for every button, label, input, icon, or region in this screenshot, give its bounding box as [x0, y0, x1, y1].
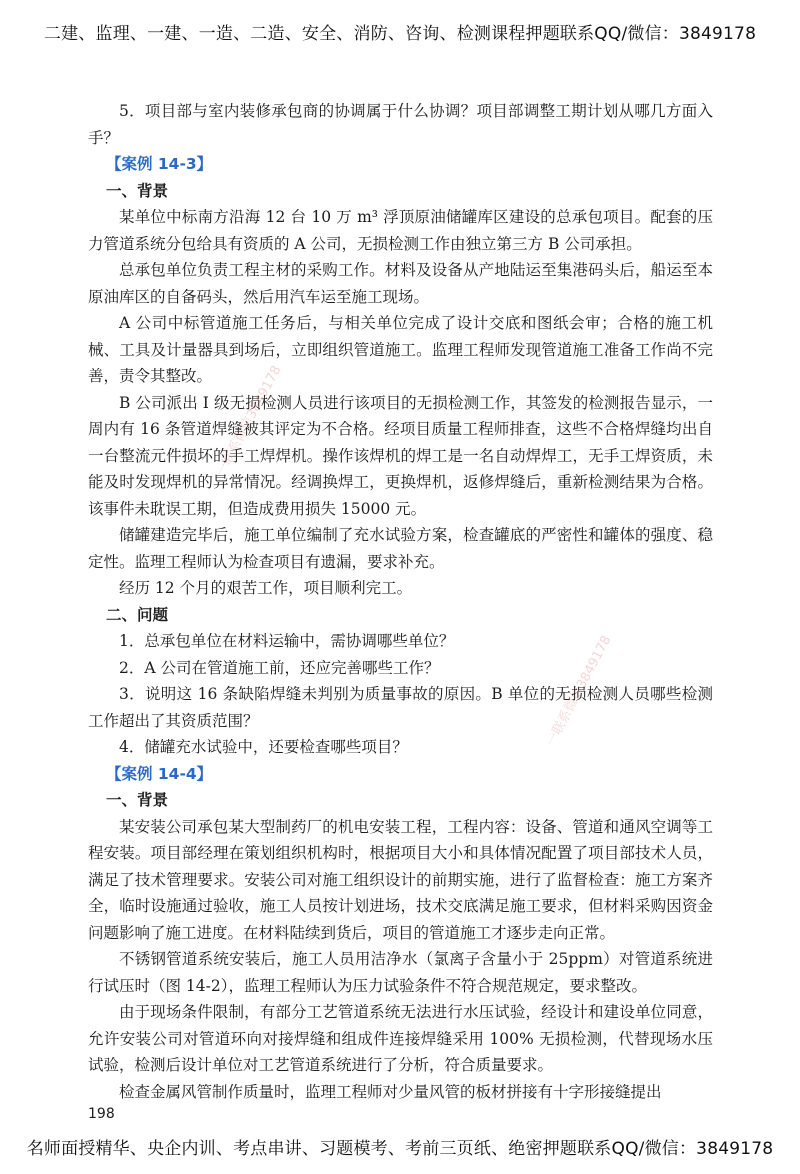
case-14-3-question: 1．总承包单位在材料运输中，需协调哪些单位？	[119, 632, 455, 650]
case-14-4-paragraph: 由于现场条件限制，有部分工艺管道系统无法进行水压试验，经设计和建设单位同意，允许安装公司对管道环向对接焊缝和组成件连接焊缝采用 100% 无损检测，代替现场水压试验，检测后设计单位对工艺管道系统进行了分析，符合质量要求。	[88, 1003, 713, 1074]
prev-question: 5．项目部与室内装修承包商的协调属于什么协调？项目部调整工期计划从哪几方面入手？	[88, 102, 713, 147]
case-14-3-title: 【案例 14-3】	[106, 155, 213, 173]
case-14-3-paragraph: 总承包单位负责工程主材的采购工作。材料及设备从产地陆运至集港码头后，船运至本原油库区的自备码头，然后用汽车运至施工现场。	[88, 261, 713, 306]
case-14-3-question: 2．A 公司在管道施工前，还应完善哪些工作？	[119, 658, 440, 677]
case-14-3-question: 4．储罐充水试验中，还要检查哪些项目？	[119, 738, 408, 756]
header-banner: 二建、监理、一建、一造、二造、安全、消防、咨询、检测课程押题联系QQ/微信：3849178	[43, 24, 757, 44]
case-14-3-paragraph: B 公司派出 Ⅰ 级无损检测人员进行该项目的无损检测工作，其签发的检测报告显示，一周内有 16 条管道焊缝被其评定为不合格。经项目质量工程师排查，这些不合格焊缝均出自一台整流元件损坏的手工焊焊机。操作该焊机的焊工是一名自动焊焊工，无手工焊资质，未能及时发现焊机的异常情况。经调换焊工，更换焊机，返修焊缝后，重新检测结果为合格。该事件未耽误工期，但造成费用损失 15000 元。	[88, 393, 713, 518]
case-14-4-paragraph: 不锈钢管道系统安装后，施工人员用洁净水（氯离子含量小于 25ppm）对管道系统进行试压时（图 14-2），监理工程师认为压力试验条件不符合规范规定，要求整改。	[88, 950, 713, 995]
page-content	[88, 98, 713, 1105]
watermark-text: 一联系微信3849178	[213, 363, 285, 479]
case-14-4-paragraph: 某安装公司承包某大型制药厂的机电安装工程，工程内容：设备、管道和通风空调等工程安装。项目部经理在策划组织机构时，根据项目大小和具体情况配置了项目部技术人员，满足了技术管理要求。安装公司对施工组织设计的前期实施，进行了监督检查：施工方案齐全，临时设施通过验收，施工人员按计划进场，技术交底满足施工要求，但材料采购因资金问题影响了施工进度。在材料陆续到货后，项目的管道施工才逐步走向正常。	[88, 817, 713, 942]
case-14-3-questions-heading: 二、问题	[106, 605, 169, 624]
case-14-3-paragraph: A 公司中标管道施工任务后，与相关单位完成了设计交底和图纸会审；合格的施工机械、工具及计量器具到场后，立即组织管道施工。监理工程师发现管道施工准备工作尚不完善，责令其整改。	[88, 314, 713, 385]
watermark-text: 一联系微信3849178	[543, 633, 615, 749]
case-14-4-title: 【案例 14-4】	[106, 764, 213, 783]
case-14-3-paragraph: 经历 12 个月的艰苦工作，项目顺利完工。	[119, 579, 413, 597]
case-14-4-background-heading: 一、背景	[106, 791, 169, 809]
case-14-3-background-heading: 一、背景	[106, 181, 169, 200]
case-14-3-question: 3．说明这 16 条缺陷焊缝未判别为质量事故的原因。B 单位的无损检测人员哪些检测工作超出了其资质范围？	[88, 685, 713, 730]
footer-banner: 名师面授精华、央企内训、考点串讲、习题模考、考前三页纸、绝密押题联系QQ/微信：3849178	[26, 1139, 774, 1159]
case-14-3-paragraph: 某单位中标南方沿海 12 台 10 万 m³ 浮顶原油储罐库区建设的总承包项目。配套的压力管道系统分包给具有资质的 A 公司，无损检测工作由独立第三方 B 公司承担。	[88, 208, 713, 253]
page-number: 198	[88, 1106, 115, 1122]
case-14-3-paragraph: 储罐建造完毕后，施工单位编制了充水试验方案，检查罐底的严密性和罐体的强度、稳定性。监理工程师认为检查项目有遗漏，要求补充。	[88, 526, 713, 571]
case-14-4-paragraph: 检查金属风管制作质量时，监理工程师对少量风管的板材拼接有十字形接缝提出	[119, 1082, 662, 1101]
